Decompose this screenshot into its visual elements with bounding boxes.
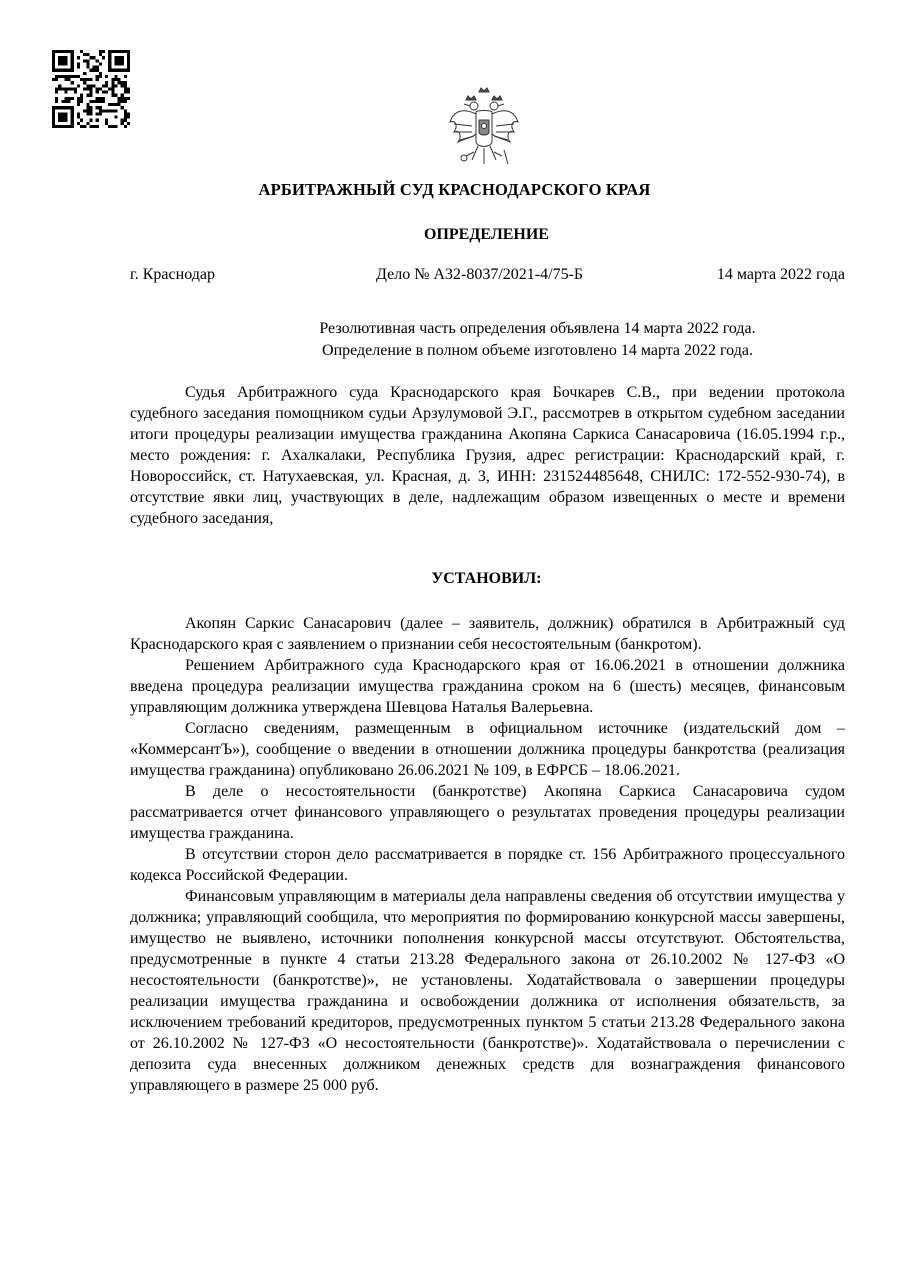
announcement-notice	[130, 318, 845, 362]
document-type: ОПРЕДЕЛЕНИЕ	[424, 226, 549, 243]
fact-paragraph-6: Финансовым управляющим в материалы дела направлены сведения об отсутствии имущества у должника; управляющий сообщила, что мероприятия по формированию конкурсной массы завершены, имущество не выявлено, источники пополнения конкурсной массы отсутствуют. Обстоятельства, предусмотренные в пункте 4 статьи 213.28 Федерального закона от 26.10.2002 № 127-ФЗ «О несостоятельности (банкротстве)», не установлены. Ходатайствовала о завершении процедуры реализации имущества гражданина и освобождении должника от исполнения обязательств, за исключением требований кредиторов, предусмотренных пунктом 5 статьи 213.28 Федерального закона от 26.10.2002 № 127-ФЗ «О несостоятельности (банкротстве)». Ходатайствовала о перечислении с депозита суда внесенных должником денежных средств для вознаграждения финансового управляющего в размере 25 000 руб.	[130, 888, 845, 1094]
notice-line-1: Резолютивная часть определения объявлена 14 марта 2022 года.	[319, 320, 756, 337]
russian-coat-of-arms-icon	[446, 86, 522, 168]
notice-line-2: Определение в полном объеме изготовлено 14 марта 2022 года.	[322, 342, 753, 359]
case-number: Дело № А32-8037/2021-4/75-Б	[376, 266, 584, 283]
intro-paragraph: Судья Арбитражного суда Краснодарского края Бочкарев С.В., при ведении протокола судебного заседания помощником судьи Арзулумовой Э.Г., рассмотрев в открытом судебном заседании итоги процедуры реализации имущества гражданина Акопяна Саркиса Санасаровича (16.05.1994 г.р., место рождения: г. Ахалкалаки, Республика Грузия, адрес регистрации: Краснодарский край, г. Новороссийск, ст. Натухаевская, ул. Красная, д. 3, ИНН: 231524485648, СНИЛС: 172-552-930-74), в отсутствие явки лиц, участвующих в деле, надлежащим образом извещенных о месте и времени судебного заседания,	[130, 384, 845, 527]
fact-paragraph-5: В отсутствии сторон дело рассматривается в порядке ст. 156 Арбитражного процессуального кодекса Российской Федерации.	[130, 846, 845, 884]
fact-paragraph-3: Согласно сведениям, размещенным в официальном источнике (издательский дом – «КоммерсантЪ»), сообщение о введении в отношении должника процедуры банкротства (реализация имущества гражданина) опубликовано 26.06.2021 № 109, в ЕФРСБ – 18.06.2021.	[130, 720, 845, 779]
decision-date: 14 марта 2022 года	[716, 266, 845, 283]
qr-code-icon	[52, 50, 130, 128]
fact-paragraph-2: Решением Арбитражного суда Краснодарского края от 16.06.2021 в отношении должника введена процедура реализации имущества гражданина сроком на 6 (шесть) месяцев, финансовым управляющим должника утверждена Шевцова Наталья Валерьевна.	[130, 657, 845, 716]
section-heading-established: УСТАНОВИЛ:	[431, 570, 542, 587]
established-facts	[130, 613, 845, 1096]
case-meta-row	[130, 266, 845, 286]
city: г. Краснодар	[130, 266, 215, 283]
court-name: АРБИТРАЖНЫЙ СУД КРАСНОДАРСКОГО КРАЯ	[258, 180, 651, 199]
fact-paragraph-4: В деле о несостоятельности (банкротстве) Акопяна Саркиса Санасаровича судом рассматривается отчет финансового управляющего о результатах проведения процедуры реализации имущества гражданина.	[130, 783, 845, 842]
fact-paragraph-1: Акопян Саркис Санасарович (далее – заявитель, должник) обратился в Арбитражный суд Краснодарского края с заявлением о признании себя несостоятельным (банкротом).	[130, 615, 845, 653]
